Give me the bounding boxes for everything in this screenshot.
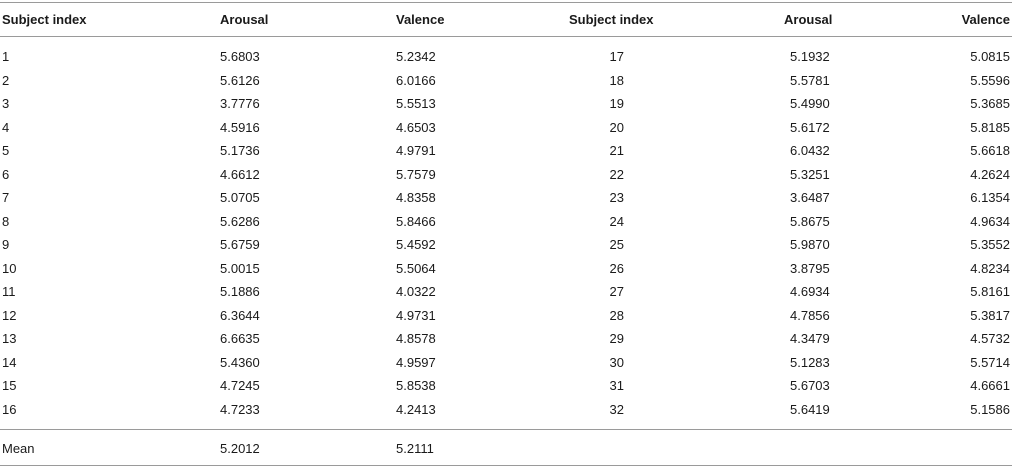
- cell-valence-left: 5.4592: [396, 237, 436, 252]
- table-bottom-rule: [0, 465, 1012, 466]
- cell-subject-index-left: 15: [2, 378, 17, 393]
- cell-arousal-left: 5.6126: [220, 72, 260, 88]
- cell-valence-left: 5.2342: [396, 49, 436, 64]
- table-header-rule: [0, 36, 1012, 37]
- table-row: [0, 186, 1012, 210]
- cell-subject-index-right: 21: [609, 143, 624, 158]
- cell-valence-left: 6.0166: [396, 72, 436, 88]
- cell-valence-left: 4.8578: [396, 331, 436, 346]
- cell-subject-index-right: 32: [609, 401, 624, 417]
- cell-arousal-right: 5.1932: [790, 49, 830, 64]
- table-row: [0, 92, 1012, 116]
- table-row: [0, 374, 1012, 398]
- cell-subject-index-right: 25: [609, 237, 624, 252]
- cell-subject-index-left: 14: [2, 354, 17, 370]
- cell-subject-index-left: 9: [2, 237, 10, 252]
- table-row: [0, 163, 1012, 187]
- cell-valence-right: 5.6618: [970, 143, 1010, 158]
- cell-arousal-left: 4.7245: [220, 378, 260, 393]
- mean-arousal: 5.2012: [220, 441, 260, 456]
- cell-subject-index-left: 3: [2, 96, 10, 111]
- cell-valence-right: 5.0815: [970, 49, 1010, 64]
- header-valence-left: Valence: [396, 12, 445, 27]
- cell-arousal-right: 3.6487: [790, 190, 830, 205]
- cell-subject-index-right: 17: [609, 49, 624, 64]
- cell-subject-index-right: 26: [609, 260, 624, 276]
- cell-arousal-right: 5.4990: [790, 96, 830, 111]
- cell-valence-right: 6.1354: [970, 190, 1010, 205]
- table-row: [0, 210, 1012, 234]
- cell-valence-right: 5.5596: [970, 72, 1010, 88]
- table-row: [0, 45, 1012, 69]
- table-row: [0, 398, 1012, 422]
- table-row: [0, 233, 1012, 257]
- cell-valence-left: 5.5513: [396, 96, 436, 111]
- cell-subject-index-right: 27: [609, 284, 624, 299]
- cell-arousal-right: 5.8675: [790, 213, 830, 229]
- cell-subject-index-left: 5: [2, 143, 10, 158]
- cell-subject-index-left: 1: [2, 49, 10, 64]
- header-subject-index-right: Subject index: [569, 12, 654, 27]
- cell-arousal-right: 4.3479: [790, 331, 830, 346]
- cell-valence-right: 5.3552: [970, 237, 1010, 252]
- cell-valence-left: 4.9731: [396, 307, 436, 323]
- cell-arousal-left: 5.6759: [220, 237, 260, 252]
- cell-valence-right: 5.8161: [970, 284, 1010, 299]
- cell-arousal-left: 6.6635: [220, 331, 260, 346]
- cell-valence-right: 4.2624: [970, 166, 1010, 182]
- cell-arousal-left: 4.7233: [220, 401, 260, 417]
- cell-arousal-left: 5.4360: [220, 354, 260, 370]
- cell-arousal-right: 5.5781: [790, 72, 830, 88]
- cell-arousal-right: 6.0432: [790, 143, 830, 158]
- cell-subject-index-left: 6: [2, 166, 10, 182]
- cell-subject-index-left: 8: [2, 213, 10, 229]
- cell-valence-left: 4.6503: [396, 119, 436, 135]
- cell-valence-right: 5.8185: [970, 119, 1010, 135]
- cell-arousal-left: 4.6612: [220, 166, 260, 182]
- table-mean-row: [0, 437, 1012, 461]
- header-valence-right: Valence: [961, 12, 1010, 27]
- table-mean-rule: [0, 429, 1012, 430]
- cell-arousal-right: 5.6703: [790, 378, 830, 393]
- cell-valence-right: 4.8234: [970, 260, 1010, 276]
- cell-subject-index-left: 12: [2, 307, 17, 323]
- table-row: [0, 139, 1012, 163]
- cell-arousal-left: 5.0705: [220, 190, 260, 205]
- mean-valence: 5.2111: [396, 441, 434, 456]
- cell-valence-right: 5.3685: [970, 96, 1010, 111]
- cell-subject-index-right: 28: [609, 307, 624, 323]
- cell-subject-index-left: 11: [2, 284, 16, 299]
- cell-arousal-left: 5.0015: [220, 260, 260, 276]
- cell-arousal-right: 3.8795: [790, 260, 830, 276]
- cell-arousal-right: 4.7856: [790, 307, 830, 323]
- cell-valence-right: 4.5732: [970, 331, 1010, 346]
- cell-arousal-right: 4.6934: [790, 284, 830, 299]
- cell-subject-index-right: 30: [609, 354, 624, 370]
- table-row: [0, 116, 1012, 140]
- cell-subject-index-right: 29: [609, 331, 624, 346]
- cell-subject-index-right: 18: [609, 72, 624, 88]
- cell-valence-left: 4.8358: [396, 190, 436, 205]
- table-row: [0, 351, 1012, 375]
- cell-arousal-left: 5.1736: [220, 143, 260, 158]
- cell-arousal-right: 5.1283: [790, 354, 830, 370]
- cell-arousal-left: 3.7776: [220, 96, 260, 111]
- cell-subject-index-right: 31: [609, 378, 624, 393]
- cell-valence-left: 4.9597: [396, 354, 436, 370]
- cell-arousal-left: 6.3644: [220, 307, 260, 323]
- table-row: [0, 69, 1012, 93]
- cell-arousal-left: 4.5916: [220, 119, 260, 135]
- cell-arousal-right: 5.9870: [790, 237, 830, 252]
- cell-arousal-right: 5.6419: [790, 401, 830, 417]
- table-header-row: [0, 3, 1012, 27]
- cell-subject-index-left: 16: [2, 401, 17, 417]
- cell-valence-left: 5.8466: [396, 213, 436, 229]
- cell-valence-right: 4.6661: [970, 378, 1010, 393]
- cell-arousal-right: 5.6172: [790, 119, 830, 135]
- cell-subject-index-left: 7: [2, 190, 10, 205]
- cell-subject-index-right: 22: [609, 166, 624, 182]
- cell-arousal-left: 5.6803: [220, 49, 260, 64]
- cell-subject-index-right: 23: [609, 190, 624, 205]
- mean-label: Mean: [2, 441, 35, 456]
- cell-valence-left: 5.8538: [396, 378, 436, 393]
- header-subject-index-left: Subject index: [2, 12, 87, 27]
- cell-valence-right: 5.5714: [970, 354, 1010, 370]
- table-row: [0, 257, 1012, 281]
- cell-valence-right: 5.3817: [970, 307, 1010, 323]
- table-row: [0, 280, 1012, 304]
- cell-subject-index-right: 20: [609, 119, 624, 135]
- cell-arousal-left: 5.1886: [220, 284, 260, 299]
- cell-valence-left: 4.2413: [396, 401, 436, 417]
- cell-valence-right: 4.9634: [970, 213, 1010, 229]
- cell-valence-left: 5.5064: [396, 260, 436, 276]
- cell-valence-left: 4.0322: [396, 284, 436, 299]
- cell-subject-index-left: 10: [2, 260, 17, 276]
- cell-subject-index-right: 19: [609, 96, 624, 111]
- table-row: [0, 304, 1012, 328]
- cell-subject-index-left: 2: [2, 72, 10, 88]
- cell-subject-index-left: 4: [2, 119, 10, 135]
- table-row: [0, 327, 1012, 351]
- header-arousal-right: Arousal: [784, 12, 833, 27]
- cell-arousal-left: 5.6286: [220, 213, 260, 229]
- cell-arousal-right: 5.3251: [790, 166, 830, 182]
- cell-valence-left: 4.9791: [396, 143, 436, 158]
- cell-valence-left: 5.7579: [396, 166, 436, 182]
- header-arousal-left: Arousal: [220, 12, 269, 27]
- cell-valence-right: 5.1586: [970, 401, 1010, 417]
- cell-subject-index-left: 13: [2, 331, 17, 346]
- cell-subject-index-right: 24: [609, 213, 624, 229]
